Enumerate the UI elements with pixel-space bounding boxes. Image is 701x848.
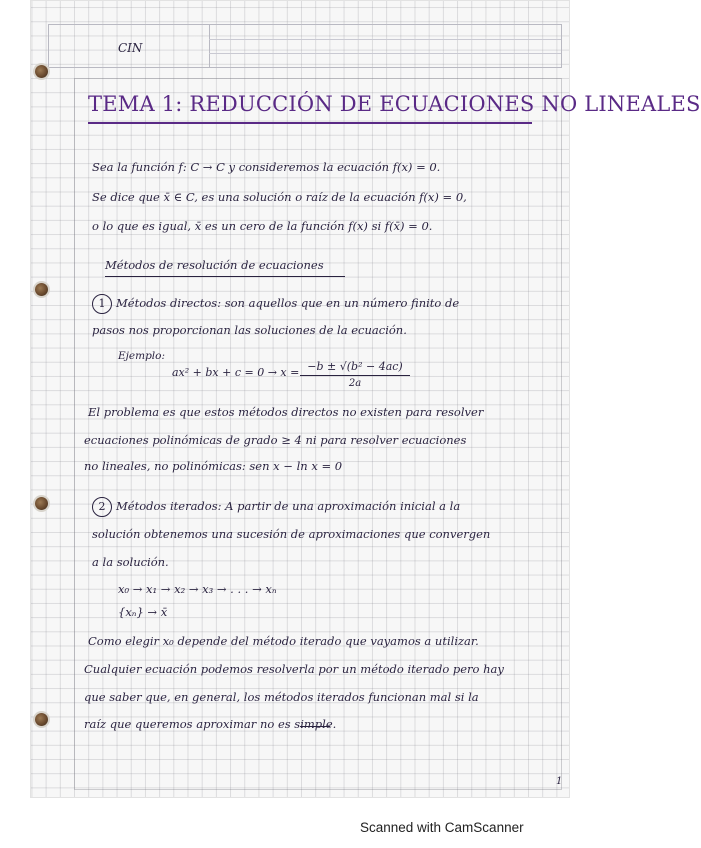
direct-methods-text: Métodos directos: son aquellos que en un número finito de — [116, 296, 460, 310]
fraction-denominator: 2a — [348, 378, 362, 389]
problem-line: El problema es que estos métodos directos no existen para resolver — [88, 405, 484, 419]
header-label: CIN — [118, 41, 143, 55]
notebook-page — [30, 0, 570, 798]
binder-hole — [35, 65, 48, 78]
methods-heading: Métodos de resolución de ecuaciones — [105, 258, 324, 272]
page-title: TEMA 1: REDUCCIÓN DE ECUACIONES NO LINEALES — [88, 92, 701, 116]
fraction-numerator: −b ± √(b² − 4ac) — [307, 360, 403, 373]
intro-line: o lo que es igual, x̄ es un cero de la función f(x) si f(x̄) = 0. — [92, 219, 433, 233]
closing-line: raíz que queremos aproximar no es simple. — [84, 717, 337, 731]
binder-hole — [35, 283, 48, 296]
direct-methods-line: pasos nos proporcionan las soluciones de la ecuación. — [92, 323, 407, 337]
binder-hole — [35, 497, 48, 510]
problem-line: ecuaciones polinómicas de grado ≥ 4 ni para resolver ecuaciones — [84, 433, 467, 447]
heading-underline — [105, 276, 345, 277]
emphasis-underline — [300, 726, 330, 727]
closing-line: Cualquier ecuación podemos resolverla por un método iterado pero hay — [84, 662, 504, 676]
binder-hole — [35, 713, 48, 726]
problem-line: no lineales, no polinómicas: sen x − ln x = 0 — [84, 459, 343, 473]
quadratic-formula-fraction — [300, 360, 410, 389]
intro-line: Sea la función f: C → C y consideremos la ecuación f(x) = 0. — [92, 160, 441, 174]
item-number-badge: 1 — [92, 294, 112, 314]
quadratic-equation: ax² + bx + c = 0 → x = — [172, 366, 300, 379]
iterative-methods-line: solución obtenemos una sucesión de aproximaciones que convergen — [92, 527, 491, 541]
closing-line: Como elegir x₀ depende del método iterado que vayamos a utilizar. — [88, 634, 479, 648]
iterative-methods-line: a la solución. — [92, 555, 169, 569]
closing-line: que saber que, en general, los métodos iterados funcionan mal si la — [84, 690, 479, 704]
scanner-footer: Scanned with CamScanner — [360, 820, 524, 835]
iteration-sequence: x₀ → x₁ → x₂ → x₃ → . . . → xₙ — [118, 582, 277, 596]
example-label: Ejemplo: — [118, 350, 166, 362]
header-divider — [209, 25, 210, 67]
item-number-badge: 2 — [92, 497, 112, 517]
sequence-limit: {xₙ} → x̄ — [118, 605, 168, 619]
iterative-methods-line — [92, 497, 460, 517]
fraction-bar — [300, 375, 410, 376]
header-rule — [209, 53, 561, 54]
title-underline — [88, 122, 532, 124]
header-rule — [209, 39, 561, 40]
iterative-methods-text: Métodos iterados: A partir de una aproximación inicial a la — [116, 499, 461, 513]
intro-line: Se dice que x̄ ∈ C, es una solución o raíz de la ecuación f(x) = 0, — [92, 190, 467, 204]
page-number: 1 — [556, 776, 563, 787]
direct-methods-line — [92, 294, 459, 314]
